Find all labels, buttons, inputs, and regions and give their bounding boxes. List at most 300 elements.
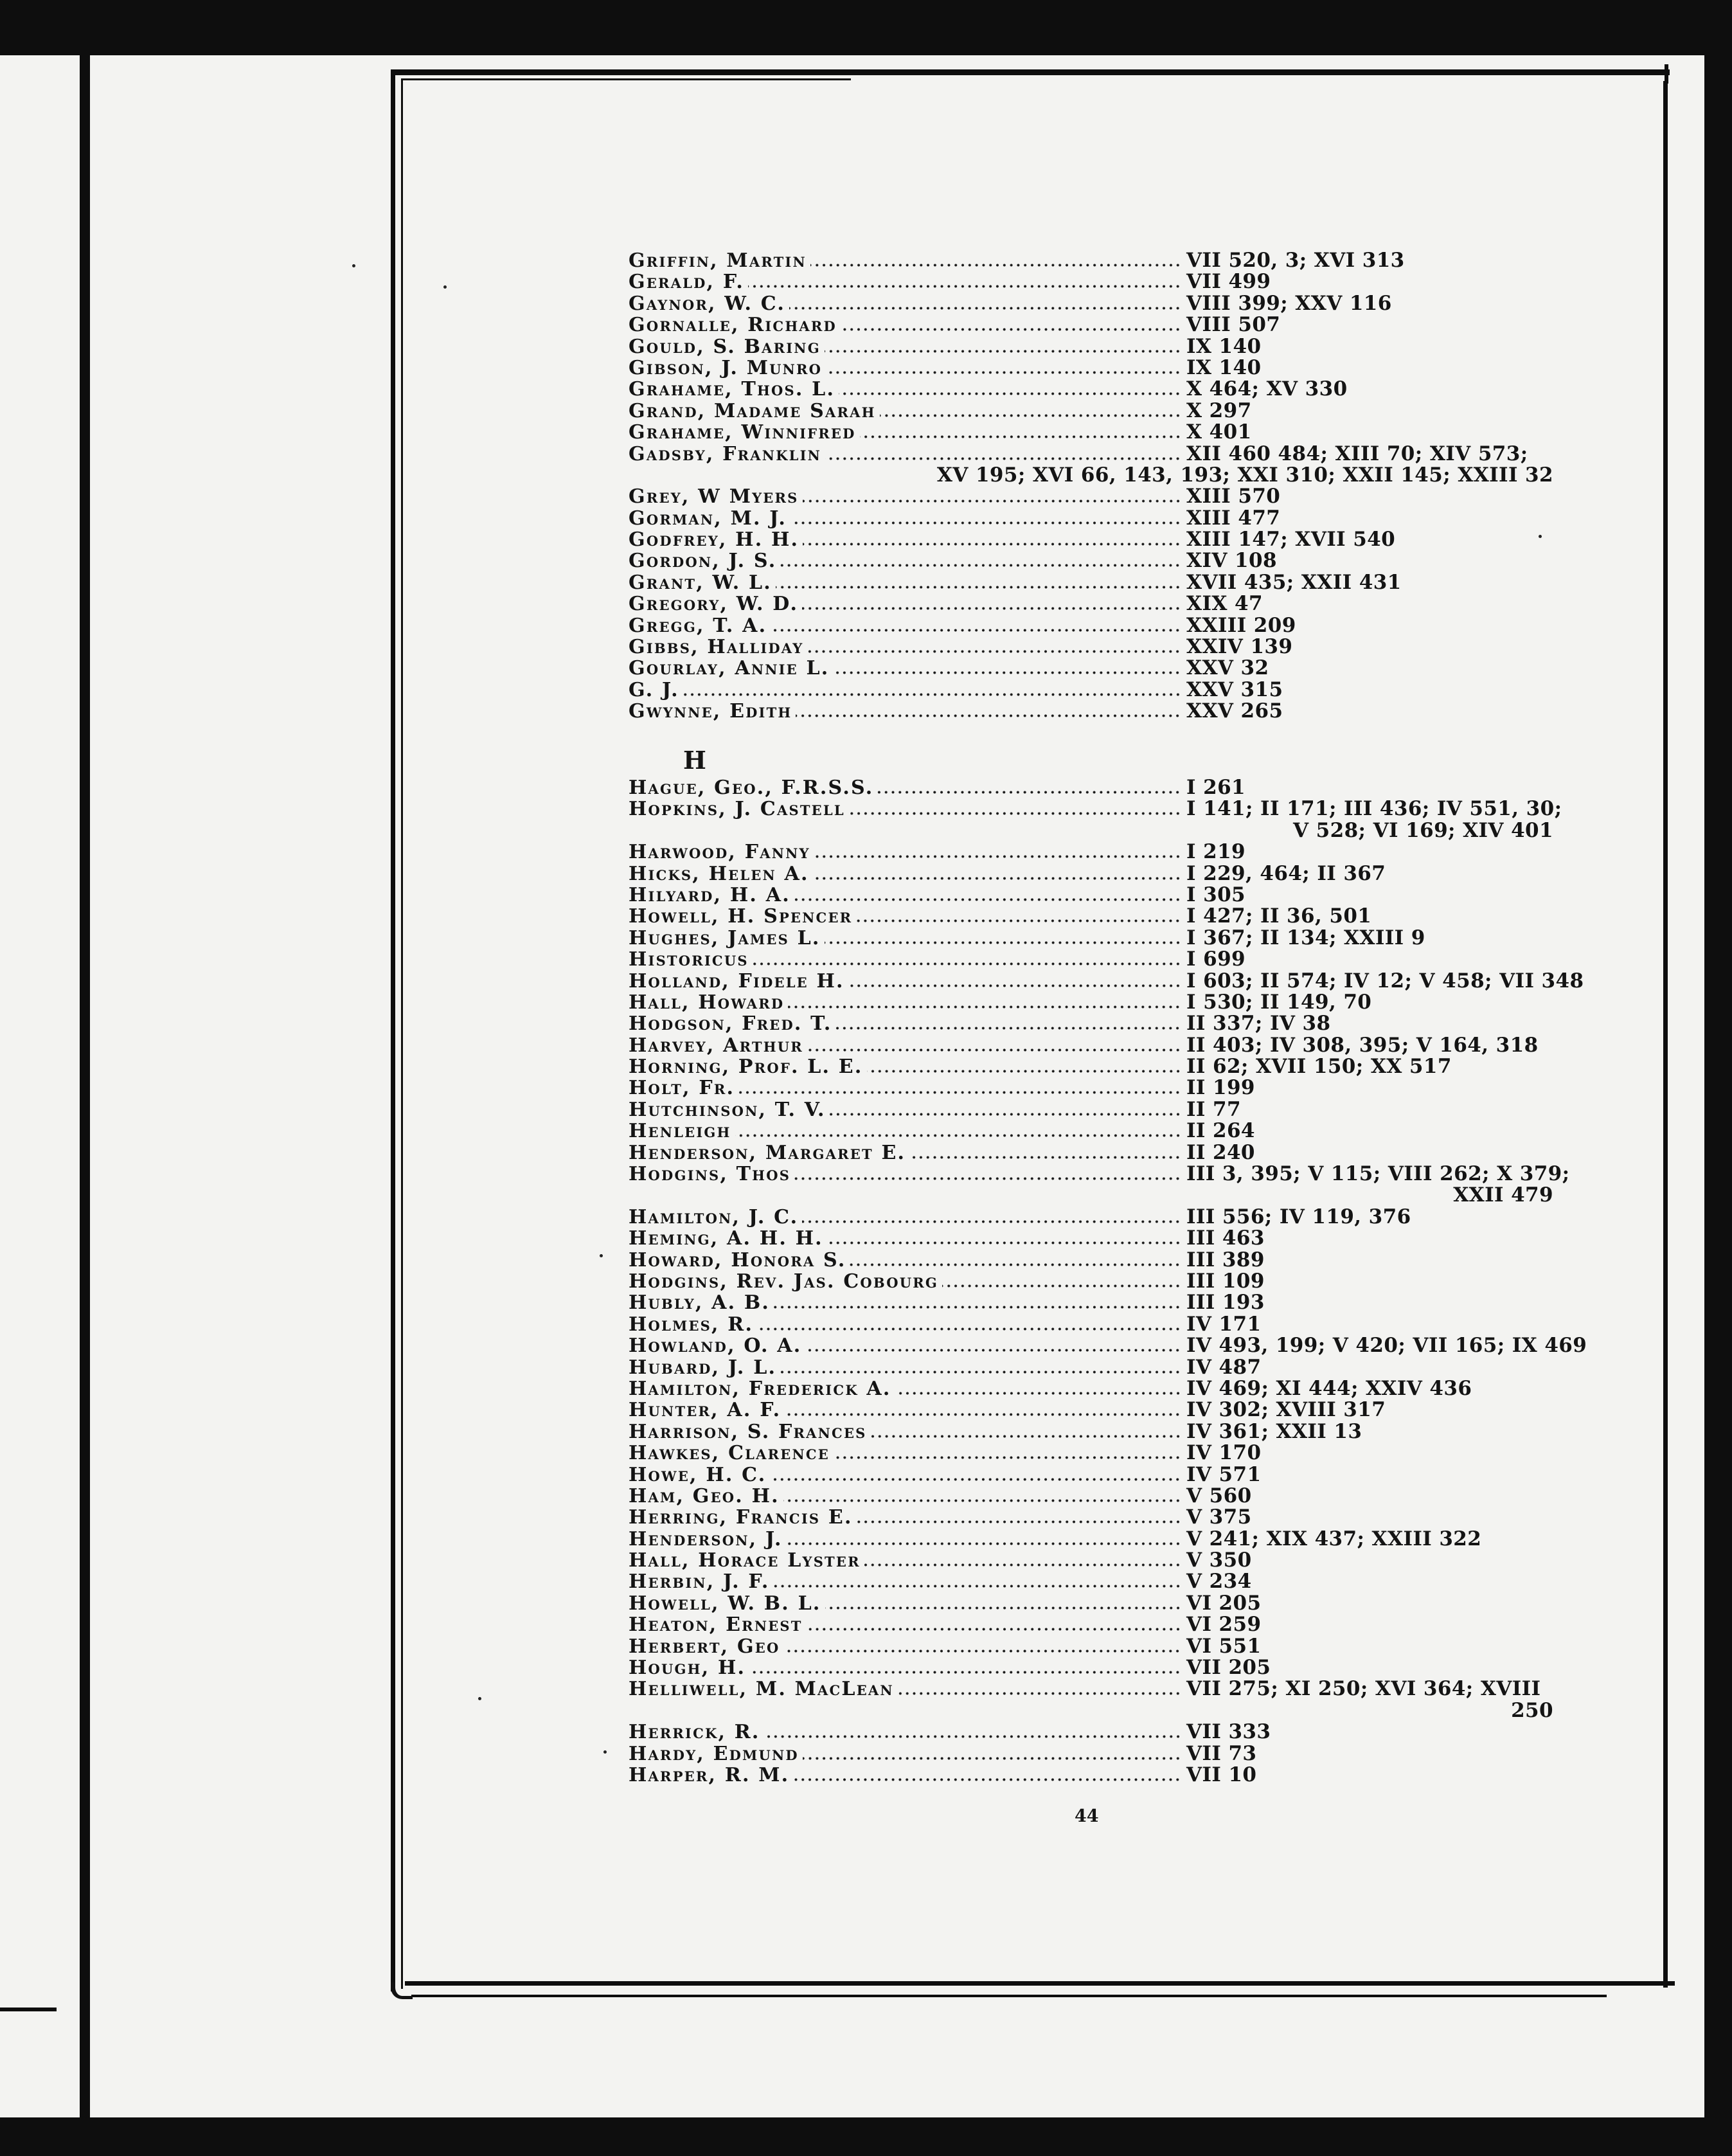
index-entry [0,863,1732,885]
volume-page-refs: IV 302; XVIII 317 [1186,1398,1386,1422]
author-name: Godfrey, H. H. [629,528,799,552]
volume-page-refs: V 375 [1186,1505,1252,1529]
dot-leader [753,962,1181,966]
index-entry [0,1035,1732,1056]
volume-page-refs: II 199 [1186,1076,1255,1100]
entry-name-cell [629,1743,1183,1765]
entry-name-cell [629,1721,1183,1743]
dot-leader [807,650,1181,653]
volume-page-refs: VIII 507 [1186,313,1281,337]
index-entry [0,1442,1732,1464]
author-name: Henderson, J. [629,1527,783,1550]
dot-leader [748,285,1181,288]
author-name: Historicus [629,948,749,971]
entry-name-cell [629,1292,1183,1313]
index-entry [0,1207,1732,1228]
index-entry [0,486,1732,507]
dot-leader [814,855,1181,858]
author-name: Hardy, Edmund [629,1742,799,1765]
index-entry-continuation [0,820,1732,841]
index-entry [0,1657,1732,1678]
index-entry [0,1529,1732,1550]
entry-name-cell [629,379,1183,400]
index-entry [0,841,1732,863]
volume-page-refs: XXIII 209 [1186,613,1296,637]
entry-name-cell [629,798,1183,820]
index-entry [0,906,1732,927]
index-entry [0,1464,1732,1486]
author-name: Gordon, J. S. [629,550,777,573]
volume-page-refs: V 560 [1186,1484,1252,1507]
volume-page-refs: XIII 477 [1186,506,1281,530]
index-entry [0,1721,1732,1743]
author-name: Hubard, J. L. [629,1356,777,1379]
dot-leader [738,1091,1181,1094]
volume-page-refs: VII 275; XI 250; XVI 364; XVIII [1186,1677,1541,1701]
entry-name-cell [629,336,1183,357]
index-entry [0,1142,1732,1163]
index-entry [0,679,1732,701]
index-entry [0,949,1732,970]
index-entry [0,798,1732,820]
author-name: Holmes, R. [629,1313,754,1336]
volume-page-refs: VII 10 [1186,1763,1257,1786]
dot-leader [825,457,1181,460]
index-entry [0,1271,1732,1292]
dot-leader [849,812,1181,815]
volume-page-refs: VII 73 [1186,1741,1257,1765]
page-number: 44 [1075,1806,1099,1826]
entry-name-cell [629,1228,1183,1249]
entry-name-cell [629,550,1183,571]
volume-page-refs: III 193 [1186,1291,1265,1315]
entry-name-cell [629,1335,1183,1356]
index-entry [0,379,1732,400]
volume-page-refs: XXV 32 [1186,656,1269,680]
volume-page-refs: IV 361; XXII 13 [1186,1419,1362,1443]
author-name: Hague, Geo., F.R.S.S. [629,777,874,799]
volume-page-refs: III 556; IV 119, 376 [1186,1205,1411,1228]
author-name: Hough, H. [629,1657,746,1680]
entry-name-cell [629,1571,1183,1592]
index-entry [0,293,1732,314]
author-name: Herring, Francis E. [629,1506,853,1529]
index-entry [0,1399,1732,1421]
dot-leader [909,1156,1181,1159]
index-entry [0,636,1732,658]
dot-leader [749,1671,1181,1674]
index-entry [0,658,1732,679]
entry-name-cell [629,777,1183,798]
index-entry [0,1357,1732,1378]
index-entry-continuation [0,465,1732,486]
entry-name-cell [629,679,1183,701]
volume-page-refs: I 530; II 149, 70 [1186,990,1372,1014]
index-entry [0,1013,1732,1034]
entry-name-cell [629,615,1183,636]
entry-name-cell [629,1077,1183,1099]
volume-page-refs: XIX 47 [1186,592,1263,616]
author-name: Henleigh [629,1120,731,1143]
author-name: Harrison, S. Frances [629,1420,867,1443]
dot-leader [803,499,1181,503]
volume-page-refs: V 241; XIX 437; XXIII 322 [1186,1527,1482,1550]
entry-name-cell [629,1142,1183,1163]
volume-page-refs: III 463 [1186,1226,1265,1250]
author-name: Grand, Madame Sarah [629,399,876,422]
entry-name-cell [629,293,1183,314]
frame-bottom-left-corner [391,1982,413,1999]
volume-page-refs: X 297 [1186,399,1252,422]
entry-name-cell [629,529,1183,550]
author-name: Hall, Howard [629,991,785,1014]
author-name: Hawkes, Clarence [629,1442,830,1465]
dot-leader [789,307,1181,310]
index-entry [0,928,1732,949]
author-name: Grant, W. L. [629,571,772,594]
entry-name-cell [629,572,1183,593]
dot-leader [827,1241,1181,1244]
entry-name-cell [629,971,1183,992]
volume-page-refs: X 464; XV 330 [1186,377,1348,401]
volume-page-refs: III 109 [1186,1269,1265,1293]
entry-name-cell [629,1464,1183,1486]
index-entry [0,1507,1732,1528]
volume-page-refs: I 229, 464; II 367 [1186,861,1386,885]
dot-leader [774,1306,1181,1309]
volume-page-refs: VI 259 [1186,1613,1262,1637]
author-name: Herrick, R. [629,1721,760,1744]
entry-name-cell [629,1657,1183,1678]
volume-page-refs: VIII 399; XXV 116 [1186,291,1392,315]
index-entry [0,314,1732,336]
volume-page-refs: I 367; II 134; XXIII 9 [1186,926,1425,949]
index-entry [0,593,1732,615]
author-name: Howell, H. Spencer [629,905,853,928]
index-entry [0,701,1732,722]
dot-leader [835,1027,1181,1030]
author-name: Griffin, Martin [629,249,807,272]
dot-leader [683,693,1181,696]
entry-name-cell [629,863,1183,885]
section-heading-h: H [683,746,706,775]
index-section-g [0,250,1732,723]
dot-leader [774,1585,1181,1588]
volume-page-refs: VI 205 [1186,1591,1262,1615]
volume-page-refs: II 240 [1186,1140,1255,1164]
volume-page-refs: II 264 [1186,1119,1255,1143]
entry-name-cell [629,906,1183,927]
volume-page-refs: III 3, 395; V 115; VIII 262; X 379; [1186,1162,1570,1186]
author-name: Harwood, Fanny [629,841,810,864]
entry-name-cell [629,1035,1183,1056]
author-name: Hodgins, Thos [629,1163,791,1186]
dot-leader [783,1649,1181,1653]
index-entry [0,271,1732,292]
index-entry [0,250,1732,271]
author-name: Gibson, J. Munro [629,356,823,379]
volume-page-refs: VI 551 [1186,1634,1262,1658]
entry-name-cell [629,1357,1183,1378]
author-name: Hodgins, Rev. Jas. Cobourg [629,1270,939,1293]
entry-name-cell [629,444,1183,465]
index-entry [0,550,1732,571]
author-name: Gadsby, Franklin [629,442,822,465]
author-name: Hopkins, J. Castell [629,798,845,821]
entry-name-cell [629,1207,1183,1228]
index-entry-continuation [0,1185,1732,1206]
dot-leader [825,1606,1181,1610]
author-name: Hall, Horace Lyster [629,1549,861,1572]
author-name: Hodgson, Fred. T. [629,1012,832,1036]
entry-name-cell [629,1593,1183,1614]
dot-leader [794,1177,1181,1180]
author-name: Hughes, James L. [629,926,821,949]
author-name: Hubly, A. B. [629,1291,771,1315]
dot-leader [841,328,1181,331]
dot-leader [825,350,1181,353]
scan-left-short-rule [0,2008,57,2011]
dot-leader [757,1327,1181,1331]
entry-name-cell [629,1486,1183,1507]
entry-name-cell [629,928,1183,949]
entry-name-cell [629,1271,1183,1292]
dot-leader [793,1778,1181,1781]
author-name: Heaton, Ernest [629,1613,803,1637]
index-entry [0,1056,1732,1077]
dot-leader [796,714,1181,717]
dot-leader [780,564,1181,567]
entry-name-cell [629,1636,1183,1657]
dot-leader [783,1499,1181,1502]
dot-leader [813,877,1181,880]
volume-page-refs: IX 140 [1186,355,1262,379]
dot-leader [771,629,1181,632]
author-name: Howard, Honora S. [629,1248,846,1271]
author-name: Howe, H. C. [629,1463,767,1486]
volume-page-refs: IV 493, 199; V 420; VII 165; IX 469 [1186,1334,1587,1358]
volume-page-refs: I 219 [1186,840,1246,864]
dot-leader [871,1435,1181,1438]
index-entry [0,1636,1732,1657]
dot-leader [790,521,1181,525]
dot-leader [805,1349,1181,1352]
scan-bottom-band [0,2117,1732,2156]
dot-leader [895,1392,1181,1395]
dot-leader [788,1005,1181,1009]
index-entry [0,336,1732,357]
dot-leader [880,414,1181,417]
dot-leader [776,586,1181,589]
index-entry [0,1550,1732,1571]
entry-name-cell [629,992,1183,1013]
entry-name-cell [629,1678,1183,1700]
volume-page-refs-continued: V 528; VI 169; XIV 401 [1293,818,1553,842]
index-entry [0,1678,1732,1700]
dot-leader [802,1220,1181,1223]
dot-leader [864,1563,1181,1567]
volume-page-refs: VII 205 [1186,1656,1271,1680]
dot-leader [770,1478,1181,1481]
index-entry [0,1077,1732,1099]
volume-page-refs: I 699 [1186,948,1246,971]
entry-name-cell [629,400,1183,422]
author-name: Helliwell, M. MacLean [629,1678,894,1701]
dot-leader [848,984,1181,987]
volume-page-refs: XXV 315 [1186,678,1283,701]
entry-name-cell [629,508,1183,529]
dot-leader [834,1456,1181,1459]
index-entry [0,615,1732,636]
volume-page-refs: I 427; II 36, 501 [1186,904,1372,928]
index-entry [0,1765,1732,1786]
entry-name-cell [629,1314,1183,1335]
dot-leader [787,1542,1181,1545]
entry-name-cell [629,1378,1183,1399]
dot-leader [850,1263,1181,1266]
author-name: Gwynne, Edith [629,700,792,723]
dot-leader [877,791,1181,794]
dot-leader [857,1520,1181,1523]
volume-page-refs: IV 571 [1186,1462,1262,1486]
author-name: Gornalle, Richard [629,314,837,337]
volume-page-refs: V 350 [1186,1549,1252,1572]
dot-leader [802,607,1181,610]
index-entry [0,885,1732,906]
entry-name-cell [629,636,1183,658]
author-name: Hilyard, H. A. [629,883,790,906]
volume-page-refs: XIV 108 [1186,549,1277,573]
index-entry [0,1486,1732,1507]
author-name: Herbert, Geo [629,1635,780,1658]
index-entry [0,422,1732,443]
index-entry [0,357,1732,379]
entry-name-cell [629,1120,1183,1142]
entry-name-cell [629,271,1183,292]
dot-leader [860,435,1181,438]
author-name: Gaynor, W. C. [629,292,785,315]
index-entry [0,400,1732,422]
volume-page-refs-continued: 250 [1511,1698,1553,1722]
volume-page-refs: II 62; XVII 150; XX 517 [1186,1055,1452,1079]
entry-name-cell [629,1013,1183,1034]
volume-page-refs: I 141; II 171; III 436; IV 551, 30; [1186,797,1562,821]
author-name: Grahame, Winnifred [629,421,856,444]
author-name: Henderson, Margaret E. [629,1141,906,1164]
author-name: Herbin, J. F. [629,1570,770,1594]
volume-page-refs-continued: XXII 479 [1453,1183,1553,1207]
scan-top-band [0,0,1732,55]
dot-leader [803,1757,1181,1760]
entry-name-cell [629,1614,1183,1635]
entry-name-cell [629,1529,1183,1550]
volume-page-refs: VII 333 [1186,1720,1271,1744]
author-name: Howland, O. A. [629,1334,802,1358]
entry-name-cell [629,658,1183,679]
dot-leader [807,1048,1181,1052]
author-name: Gould, S. Baring [629,335,821,358]
author-name: Hamilton, Frederick A. [629,1377,891,1400]
author-name: Gerald, F. [629,271,744,294]
entry-name-cell [629,1250,1183,1271]
entry-name-cell [629,841,1183,863]
dot-leader [785,1413,1181,1416]
volume-page-refs: XVII 435; XXII 431 [1186,570,1402,594]
volume-page-refs: XXIV 139 [1186,635,1293,659]
author-name: Harper, R. M. [629,1763,790,1786]
author-name: Harvey, Arthur [629,1034,803,1057]
index-entry [0,529,1732,550]
entry-name-cell [629,422,1183,443]
dot-leader [830,1113,1181,1116]
dot-leader [825,941,1181,944]
author-name: Hicks, Helen A. [629,862,809,885]
index-entry [0,1571,1732,1592]
index-entry [0,1335,1732,1356]
volume-page-refs: V 234 [1186,1570,1252,1594]
author-name: Gorman, M. J. [629,507,787,530]
index-entry [0,1120,1732,1142]
index-entry [0,1292,1732,1313]
entry-name-cell [629,593,1183,615]
author-name: Grahame, Thos. L. [629,378,835,401]
author-name: Heming, A. H. H. [629,1227,823,1250]
dot-leader [867,1070,1181,1073]
entry-name-cell [629,1399,1183,1421]
volume-page-refs: XIII 147; XVII 540 [1186,528,1396,552]
volume-page-refs: I 603; II 574; IV 12; V 458; VII 348 [1186,969,1584,993]
entry-name-cell [629,357,1183,379]
author-name: Horning, Prof. L. E. [629,1056,863,1079]
volume-page-refs: III 389 [1186,1248,1265,1271]
entry-name-cell [629,1421,1183,1442]
volume-page-refs: XIII 570 [1186,485,1281,508]
dot-leader [898,1692,1181,1695]
volume-page-refs: I 305 [1186,883,1246,906]
volume-page-refs: II 337; IV 38 [1186,1012,1331,1036]
dot-leader [826,371,1181,374]
entry-name-cell [629,1507,1183,1528]
index-entry [0,1743,1732,1765]
dot-leader [839,392,1181,395]
dot-leader [807,1628,1181,1631]
index-entry [0,508,1732,529]
author-name: G. J. [629,678,679,701]
entry-name-cell [629,1765,1183,1786]
index-entry [0,1378,1732,1399]
volume-page-refs: VII 499 [1186,270,1271,294]
author-name: Gregory, W. D. [629,593,799,616]
volume-page-refs: IV 170 [1186,1441,1262,1465]
author-name: Holt, Fr. [629,1077,735,1100]
dot-leader [833,671,1181,674]
volume-page-refs-continued: XV 195; XVI 66, 143, 193; XXI 310; XXII 145; XXIII 32 [936,463,1553,487]
entry-name-cell [629,314,1183,336]
entry-name-cell [629,701,1183,722]
index-entry [0,1099,1732,1120]
entry-name-cell [629,1056,1183,1077]
index-entry [0,777,1732,798]
entry-name-cell [629,1442,1183,1464]
index-entry [0,1250,1732,1271]
index-entry [0,992,1732,1013]
author-name: Howell, W. B. L. [629,1592,821,1615]
entry-name-cell [629,885,1183,906]
author-name: Holland, Fidele H. [629,969,844,993]
index-entry [0,1228,1732,1249]
entry-name-cell [629,1550,1183,1571]
author-name: Gregg, T. A. [629,614,767,637]
